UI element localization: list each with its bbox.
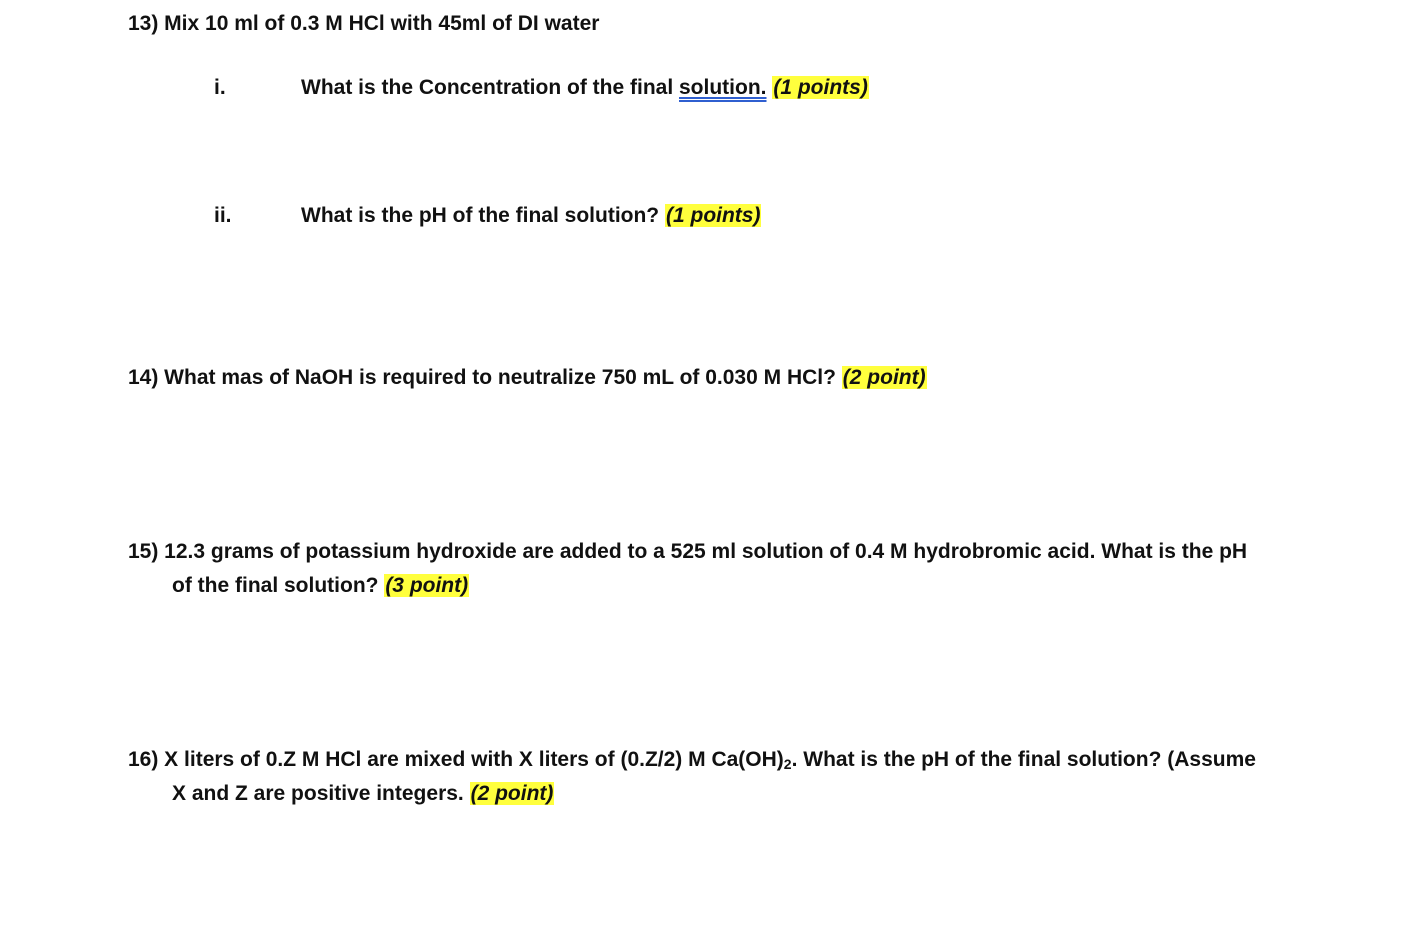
- spellcheck-underlined-word: solution.: [679, 76, 767, 99]
- question-13-part-ii-text: What is the pH of the final solution?: [301, 204, 665, 227]
- question-13-part-i-numeral: i.: [214, 76, 226, 99]
- points-highlight: (1 points): [665, 204, 761, 227]
- question-13-part-ii: [301, 202, 761, 230]
- question-16-text-b: . What is the pH of the final solution? (Assume: [791, 748, 1256, 771]
- question-13-part-ii-numeral: ii.: [214, 204, 232, 227]
- points-highlight: (1 points): [773, 76, 868, 99]
- question-13-part-i-text: What is the Concentration of the final: [301, 76, 679, 99]
- question-14-text: 14) What mas of NaOH is required to neutralize 750 mL of 0.030 M HCl?: [128, 366, 842, 389]
- points-highlight: (2 point): [842, 366, 926, 389]
- question-15-line-2: [172, 572, 469, 600]
- question-15-text: of the final solution?: [172, 574, 385, 597]
- points-highlight: (2 point): [470, 782, 554, 805]
- question-16-text-a: 16) X liters of 0.Z M HCl are mixed with X liters of (0.Z/2) M Ca(OH): [128, 748, 784, 771]
- question-16-line-2: [172, 780, 554, 808]
- points-highlight: (3 point): [385, 574, 469, 597]
- question-13-part-i: [301, 74, 869, 102]
- question-15-line-1: 15) 12.3 grams of potassium hydroxide are added to a 525 ml solution of 0.4 M hydrobromic acid. What is the pH: [128, 540, 1248, 563]
- subscript: 2: [783, 756, 792, 772]
- question-14: [128, 364, 927, 392]
- question-13-title: 13) Mix 10 ml of 0.3 M HCl with 45ml of DI water: [128, 12, 600, 35]
- question-16-text: X and Z are positive integers.: [172, 782, 470, 805]
- question-16-line-1: [128, 746, 1256, 778]
